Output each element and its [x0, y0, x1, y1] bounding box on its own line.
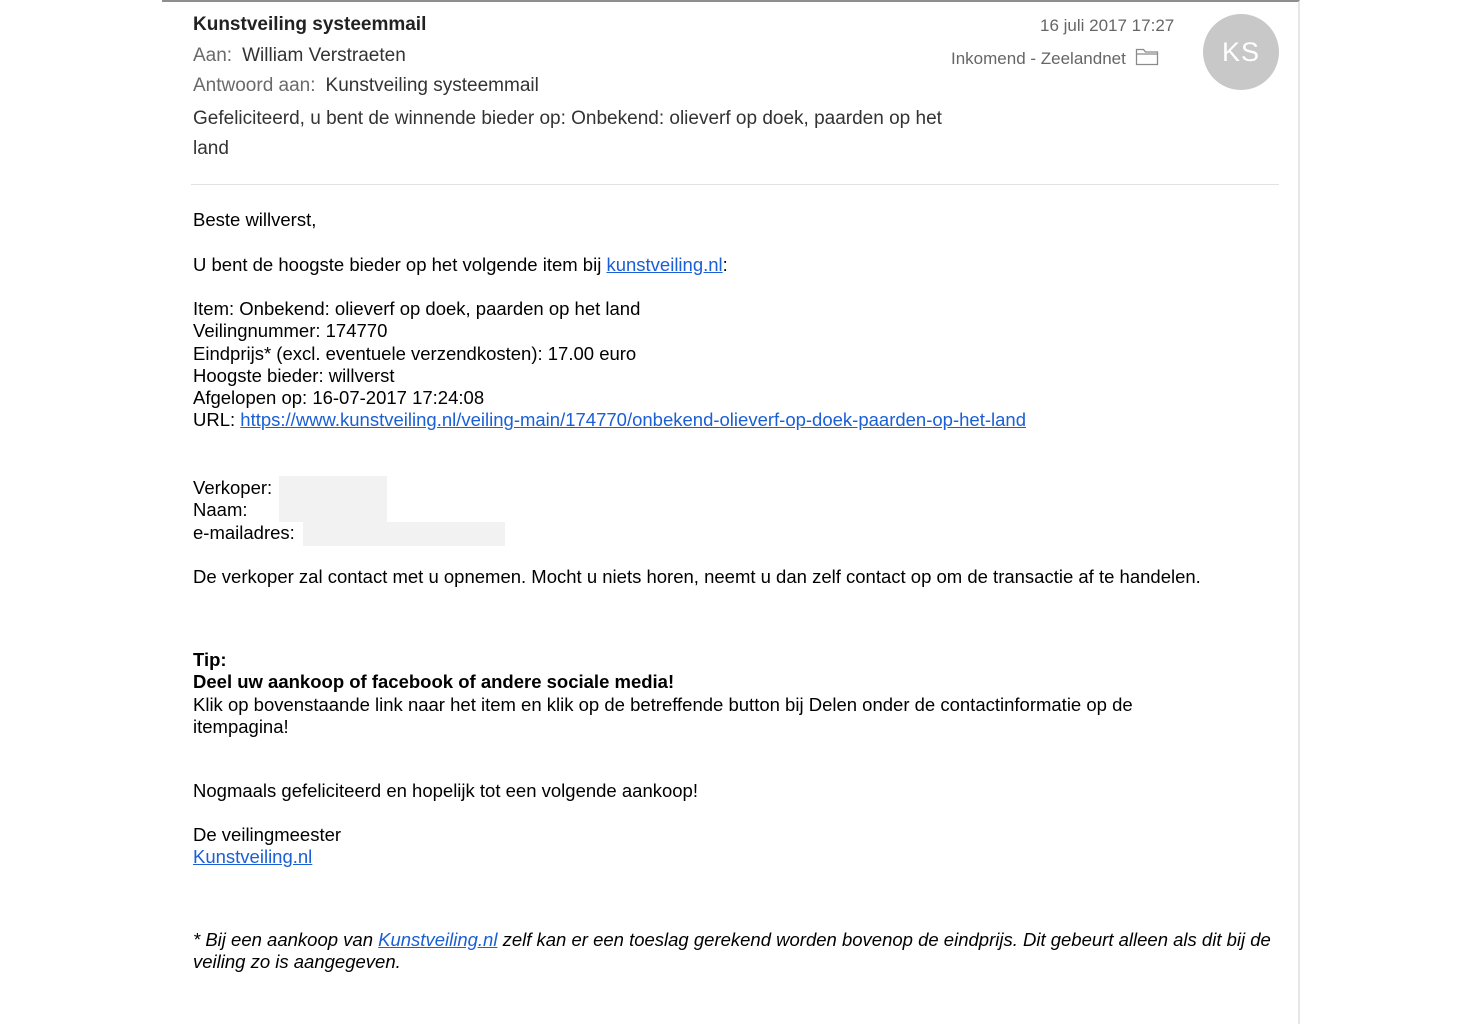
signature-name: De veilingmeester [193, 824, 342, 845]
url-line [193, 409, 1026, 431]
highest-bidder-line: Hoogste bieder: willverst [193, 364, 395, 386]
reply-to-row [193, 75, 539, 97]
sender-avatar: KS [1203, 14, 1279, 90]
folder-icon[interactable] [1135, 46, 1159, 71]
tip-heading: Deel uw aankoop of facebook of andere sociale media! [193, 671, 675, 693]
reply-to-label: Antwoord aan: [193, 75, 316, 96]
kunstveiling-link[interactable]: kunstveiling.nl [606, 254, 723, 275]
email-date: 16 juli 2017 17:27 [1040, 16, 1175, 35]
recipient-name[interactable]: William Verstraeten [242, 45, 406, 66]
email-label: e-mailadres: [193, 521, 295, 543]
auction-number-line: Veilingnummer: 174770 [193, 320, 388, 342]
signature [193, 824, 341, 869]
mailbox-label: Inkomend - Zeelandnet [951, 48, 1126, 68]
email-subject: Gefeliciteerd, u bent de winnende bieder op: Onbekend: olieverf op doek, paarden op het land [193, 108, 942, 159]
redacted-seller-info [279, 476, 387, 522]
item-url-link[interactable]: https://www.kunstveiling.nl/veiling-main/174770/onbekend-olieverf-op-doek-paarden-op-het-land [240, 409, 1026, 431]
greeting: Beste willverst, [193, 209, 317, 230]
sender-name[interactable]: Kunstveiling systeemmail [193, 14, 427, 35]
redacted-email [303, 522, 505, 546]
intro-line [193, 254, 728, 276]
tip-text: Klik op bovenstaande link naar het item en klik op de betreffende button bij Delen onder de contactinformatie op de itempagina! [193, 693, 1133, 737]
footnote-suffix: zelf kan er een toeslag gerekend worden bovenop de eindprijs. Dit gebeurt alleen als dit bij de veiling zo is aangegeven. [193, 929, 1271, 973]
intro-prefix: U bent de hoogste bieder op het volgende item bij [193, 254, 607, 275]
header-divider [191, 184, 1279, 185]
to-label: Aan: [193, 45, 233, 66]
url-label: URL: [193, 409, 241, 431]
name-label: Naam: [193, 499, 248, 521]
intro-suffix: : [722, 254, 728, 275]
seller-note: De verkoper zal contact met u opnemen. Mocht u niets horen, neemt u dan zelf contact op om de transactie af te handelen. [193, 566, 1201, 587]
seller-label: Verkoper: [193, 477, 273, 498]
recipient-row [193, 45, 406, 67]
seller-block [193, 477, 295, 544]
signature-link[interactable]: Kunstveiling.nl [193, 846, 313, 868]
final-price-line: Eindprijs* (excl. eventuele verzendkosten): 17.00 euro [193, 342, 637, 364]
closing-line: Nogmaals gefeliciteerd en hopelijk tot een volgende aankoop! [193, 780, 698, 801]
footnote-prefix: * Bij een aankoop van [193, 929, 379, 950]
item-details [193, 298, 1026, 432]
ended-line: Afgelopen op: 16-07-2017 17:24:08 [193, 387, 485, 409]
footnote [193, 929, 1273, 974]
tip-title: Tip: [193, 649, 227, 670]
mailbox-location[interactable] [951, 46, 1159, 71]
tip-block [193, 649, 1193, 738]
reply-to-name[interactable]: Kunstveiling systeemmail [325, 75, 539, 96]
item-line: Item: Onbekend: olieverf op doek, paarden op het land [193, 298, 641, 319]
footnote-link[interactable]: Kunstveiling.nl [378, 929, 498, 950]
